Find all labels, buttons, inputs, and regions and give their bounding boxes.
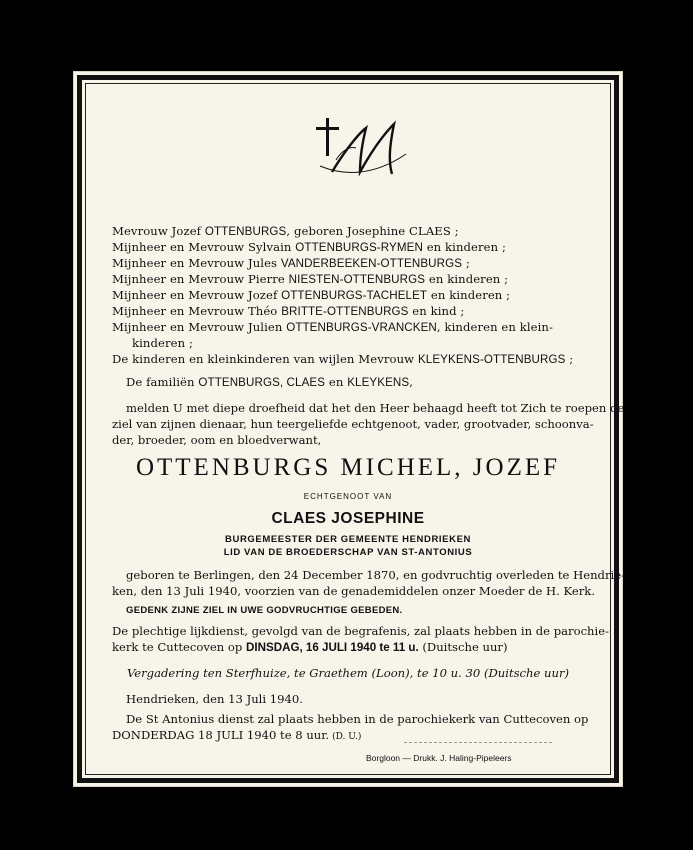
deceased-name: OTTENBURGS MICHEL, JOZEF [135, 454, 561, 481]
birth-death-line: geboren te Berlingen, den 24 December 1870, en godvruchtig overleden te Hendrie- [126, 568, 625, 582]
prayer-line: GEDENK ZIJNE ZIEL IN UWE GODVRUCHTIGE GEBEDEN. [126, 605, 403, 616]
family-line: Mijnheer en Mevrouw Sylvain OTTENBURGS-RYMEN en kinderen ; [112, 240, 506, 254]
printer-credit: Borgloon — Drukk. J. Haling-Pipeleers [366, 753, 512, 763]
family-line: Mevrouw Jozef OTTENBURGS, geboren Josephine CLAES ; [112, 224, 459, 238]
announcement-line: der, broeder, oom en bloedverwant, [112, 433, 322, 447]
family-line: Mijnheer en Mevrouw Jozef OTTENBURGS-TACHELET en kinderen ; [112, 288, 511, 302]
funeral-line: kerk te Cuttecoven op DINSDAG, 16 JULI 1940 te 11 u. (Duitsche uur) [112, 640, 508, 654]
funeral-line: De plechtige lijkdienst, gevolgd van de begrafenis, zal plaats hebben in de parochie- [112, 624, 610, 638]
death-notice-card [73, 71, 623, 787]
family-line: De kinderen en kleinkinderen van wijlen Mevrouw KLEYKENS-OTTENBURGS ; [112, 352, 574, 366]
family-line-continuation: kinderen ; [132, 336, 193, 350]
mass-line: De St Antonius dienst zal plaats hebben in de parochiekerk van Cuttecoven op [126, 712, 589, 726]
spouse-name: CLAES JOSEPHINE [271, 510, 425, 527]
spouse-label: ECHTGENOOT VAN [303, 492, 393, 501]
gathering-line: Vergadering ten Sterfhuize, te Graethem (Loon), te 10 u. 30 (Duitsche uur) [126, 666, 570, 680]
family-line: Mijnheer en Mevrouw Pierre NIESTEN-OTTENBURGS en kinderen ; [112, 272, 509, 286]
title-line: BURGEMEESTER DER GEMEENTE HENDRIEKEN [225, 534, 471, 545]
mass-line: DONDERDAG 18 JULI 1940 te 8 uur. (D. U.) [112, 728, 362, 742]
family-line: Mijnheer en Mevrouw Jules VANDERBEEKEN-OTTENBURGS ; [112, 256, 470, 270]
divider [404, 742, 552, 743]
announcement-line: melden U met diepe droefheid dat het den Heer behaagd heeft tot Zich te roepen de [126, 401, 625, 415]
birth-death-line: ken, den 13 Juli 1940, voorzien van de genademiddelen onzer Moeder de H. Kerk. [112, 584, 596, 598]
families-line: De familiën OTTENBURGS, CLAES en KLEYKENS, [126, 375, 414, 389]
family-line: Mijnheer en Mevrouw Julien OTTENBURGS-VRANCKEN, kinderen en klein- [112, 320, 554, 334]
announcement-line: ziel van zijnen dienaar, hun teergeliefde echtgenoot, vader, grootvader, schoonva- [112, 417, 594, 431]
title-line: LID VAN DE BROEDERSCHAP VAN ST-ANTONIUS [223, 547, 473, 558]
cross-monogram-logo [314, 114, 414, 184]
place-date: Hendrieken, den 13 Juli 1940. [126, 692, 303, 706]
family-line: Mijnheer en Mevrouw Théo BRITTE-OTTENBURGS en kind ; [112, 304, 465, 318]
